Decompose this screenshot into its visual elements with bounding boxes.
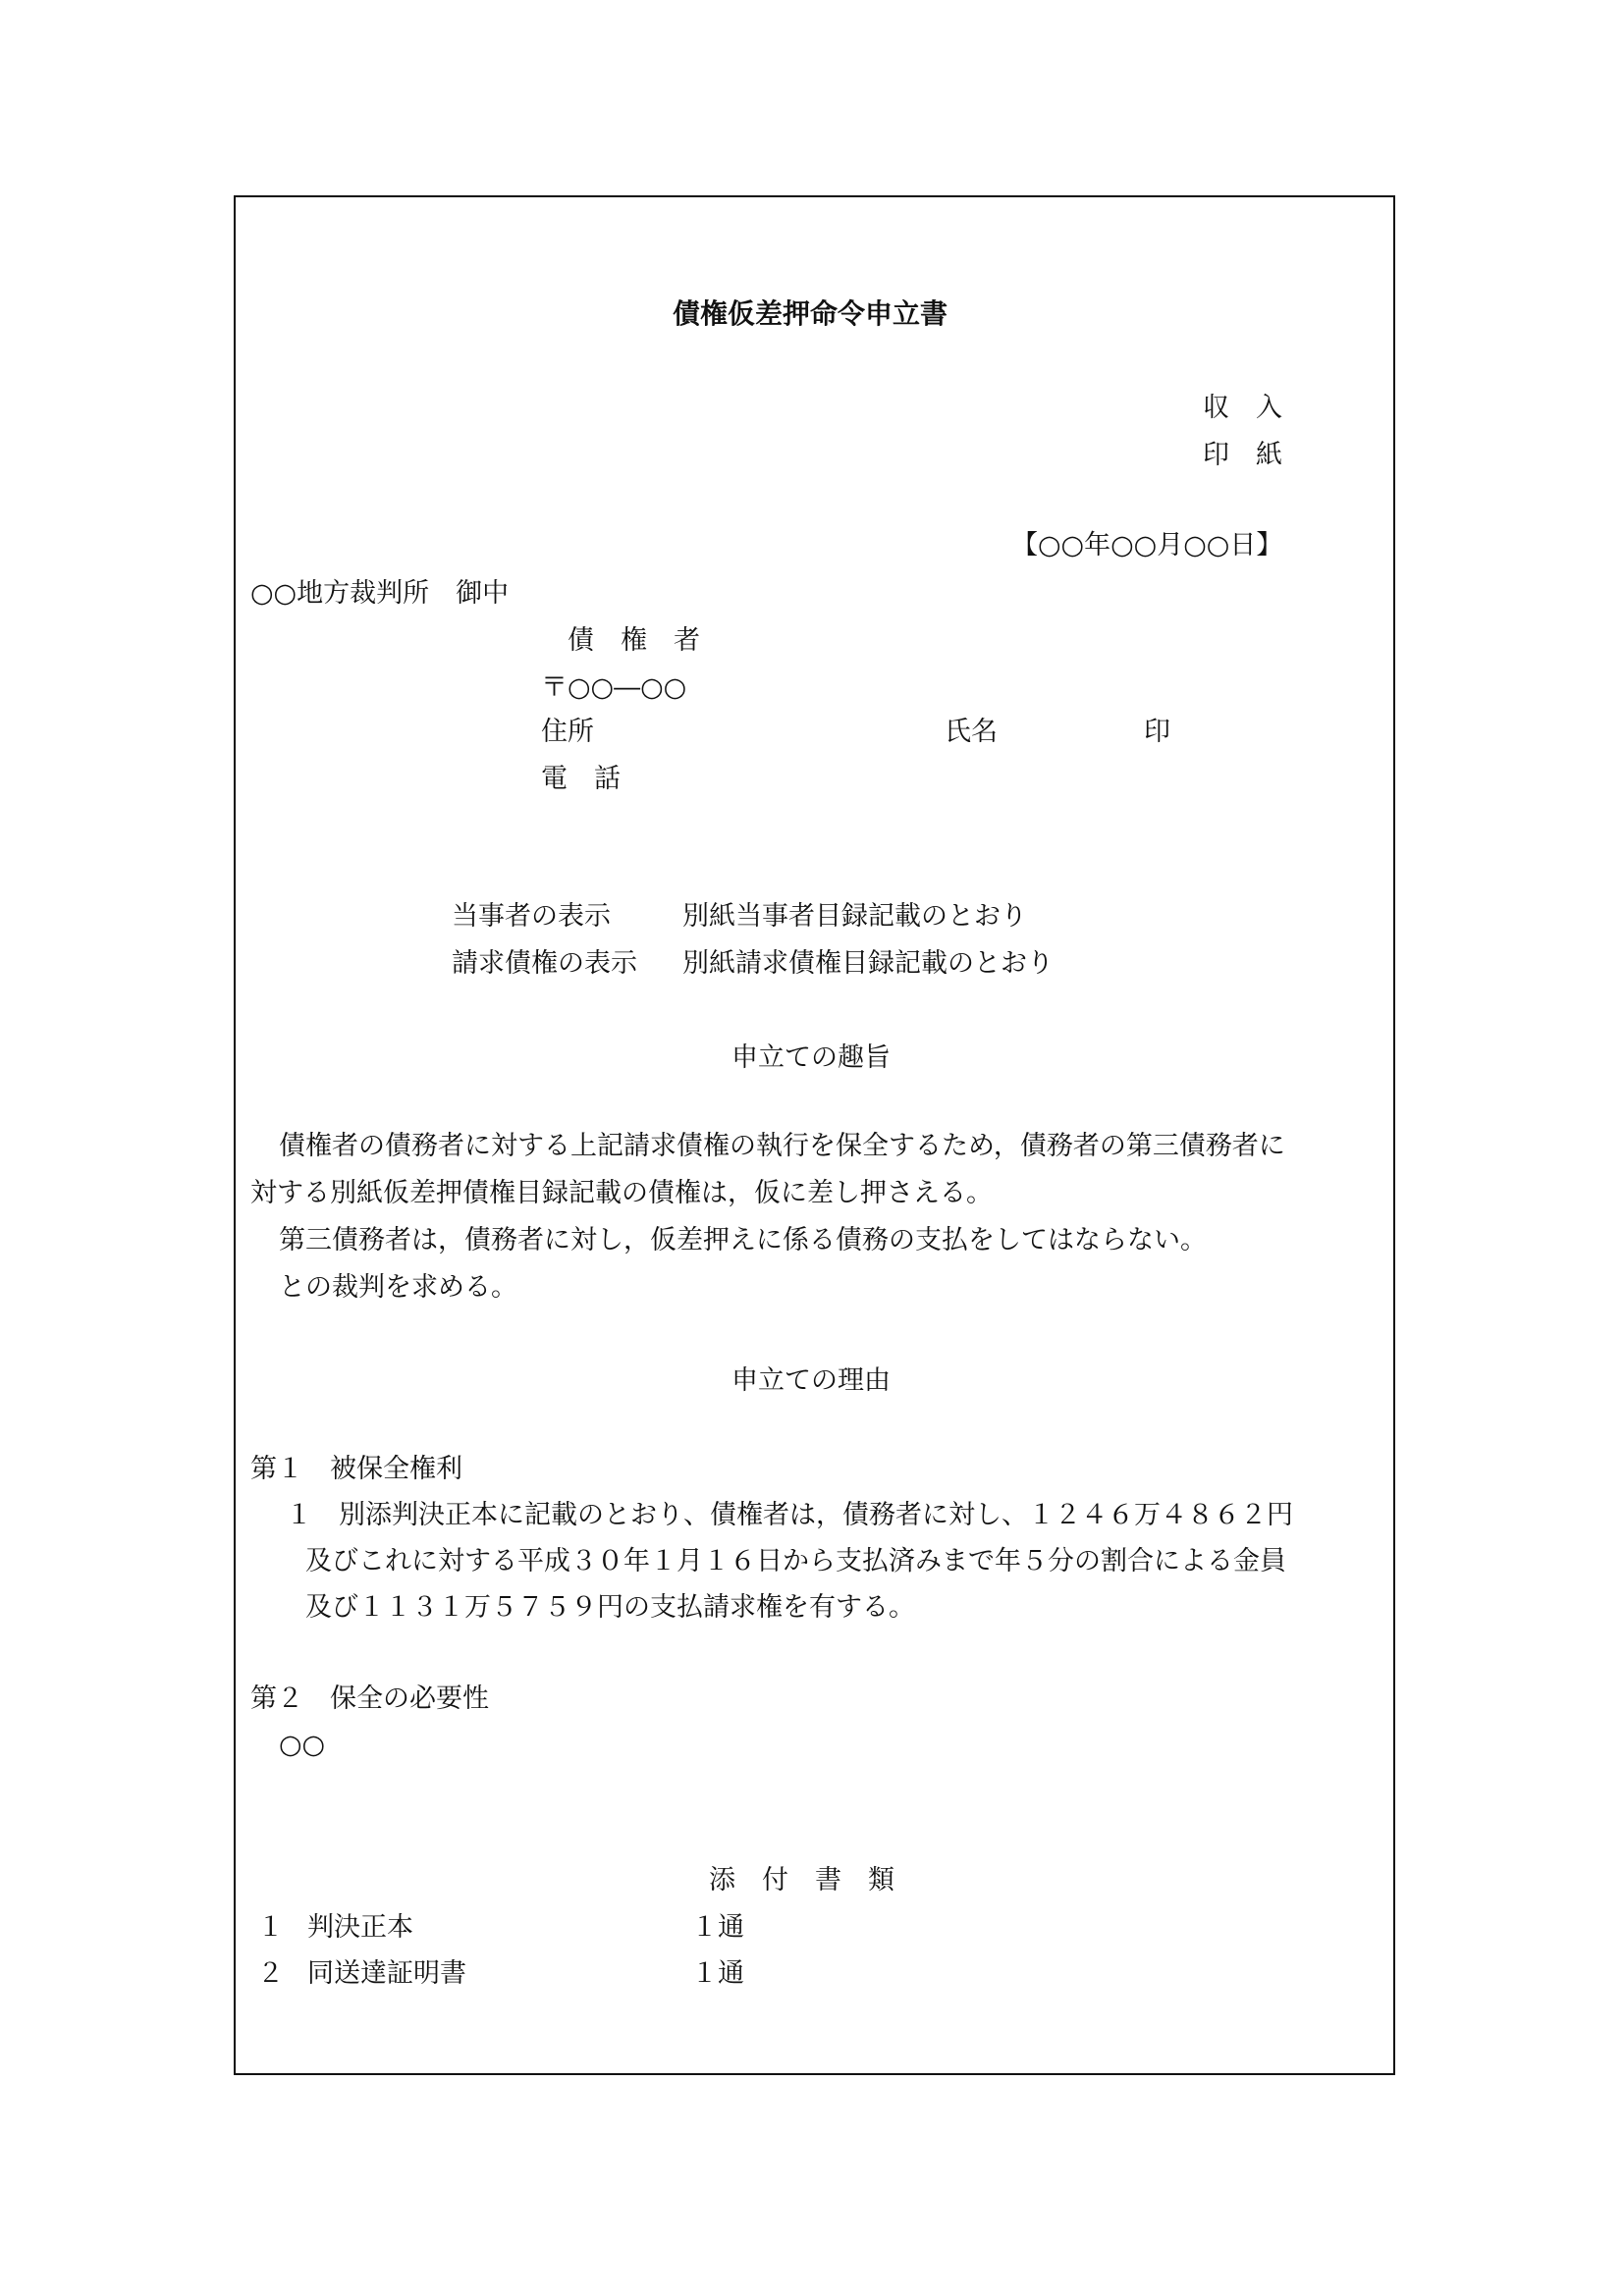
document-title: 債権仮差押命令申立書 <box>673 297 948 330</box>
section-1-line-1: １ 別添判決正本に記載のとおり、債権者は，債務者に対し、１２４６万４８６２円 <box>286 1500 1293 1530</box>
section-1-title: 第１ 被保全権利 <box>250 1454 462 1484</box>
attachment-name: 同送達証明書 <box>307 1958 466 1989</box>
section-1-line-2: 及びこれに対する平成３０年１月１６日から支払済みまで年５分の割合による金員 <box>305 1546 1286 1576</box>
purpose-line-1: 債権者の債務者に対する上記請求債権の執行を保全するため，債務者の第三債務者に <box>279 1131 1285 1161</box>
reason-heading: 申立ての理由 <box>731 1365 891 1396</box>
section-1-line-3: 及び１１３１万５７５９円の支払請求権を有する。 <box>305 1592 915 1623</box>
attachments-heading: 添 付 書 類 <box>709 1865 894 1896</box>
purpose-heading: 申立ての趣旨 <box>731 1042 891 1073</box>
court-addressee: ○○地方裁判所 御中 <box>250 578 510 609</box>
name-label: 氏名 <box>945 717 998 747</box>
section-2-body: ○○ <box>279 1730 326 1760</box>
claim-value: 別紙請求債権目録記載のとおり <box>682 948 1054 979</box>
attachment-no: １ <box>257 1912 284 1943</box>
seal-mark: 印 <box>1144 717 1170 747</box>
party-value: 別紙当事者目録記載のとおり <box>682 901 1027 932</box>
address-label: 住所 <box>541 717 594 747</box>
attachment-no: ２ <box>257 1958 284 1989</box>
filing-date: 【○○年○○月○○日】 <box>1011 530 1283 561</box>
creditor-label: 債 権 者 <box>568 625 700 656</box>
revenue-stamp-label-1: 収 入 <box>1203 393 1282 423</box>
revenue-stamp-label-2: 印 紙 <box>1203 440 1282 470</box>
purpose-line-4: との裁判を求める。 <box>279 1272 517 1303</box>
claim-label: 請求債権の表示 <box>452 948 637 979</box>
attachment-qty: １通 <box>691 1912 744 1943</box>
purpose-line-3: 第三債務者は，債務者に対し，仮差押えに係る債務の支払をしてはならない。 <box>279 1225 1207 1255</box>
section-2-title: 第２ 保全の必要性 <box>250 1683 489 1714</box>
party-label: 当事者の表示 <box>452 901 611 932</box>
attachment-qty: １通 <box>691 1958 744 1989</box>
phone-label: 電 話 <box>541 764 621 794</box>
postal-code: 〒○○―○○ <box>541 672 687 703</box>
attachment-name: 判決正本 <box>307 1912 413 1943</box>
purpose-line-2: 対する別紙仮差押債権目録記載の債権は，仮に差し押さえる。 <box>250 1178 993 1208</box>
